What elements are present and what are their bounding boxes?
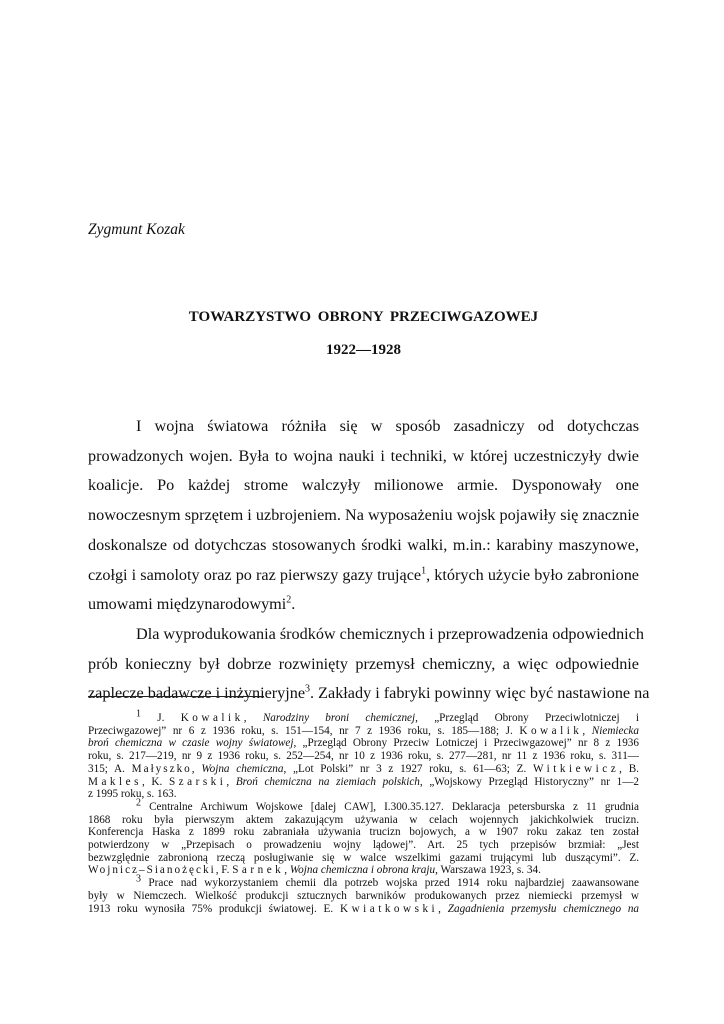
text-run: Przeciwgazowej” nr 6 z 1936 roku, s. 151—154, nr 7 z 1936 roku, s. 185—188; J. (88, 724, 520, 737)
footnote-number: 2 (136, 797, 141, 809)
author-spaced: Sarnek (232, 864, 285, 877)
text-run: 1913 roku wynosiła 75% produkcji światowej. E. (88, 902, 340, 915)
footnote-number: 1 (136, 708, 141, 720)
work-title: Wojna chemiczna (201, 762, 284, 775)
footnote-ref-3[interactable]: 3 (305, 683, 311, 695)
text-run: , F. (215, 864, 233, 877)
work-title: Broń chemiczna na ziemiach polskich (235, 775, 420, 788)
footnote-3-line (88, 903, 639, 916)
author-name: Zygmunt Kozak (88, 221, 185, 238)
text-run: 315; A. (88, 762, 132, 775)
footnote-1-line (88, 725, 639, 738)
footnote-2-line: potwierdzony w „Przepisach o prowadzeniu wojny lądowej”. Art. 25 tych przepisów brzmiał: „Jest (88, 839, 639, 852)
body-line (88, 679, 650, 709)
text-run: , (191, 762, 202, 775)
text-run: , (243, 712, 263, 724)
work-title: Narodziny broni chemicznej (262, 712, 416, 724)
author-spaced: Małyszko (131, 762, 192, 775)
body-line: nowoczesnym sprzętem i uzbrojeniem. Na wyposażeniu wojsk pojawiły się znacznie (88, 506, 639, 525)
footnote-separator (88, 696, 264, 697)
footnote-2-line (88, 797, 639, 814)
title-years: 1922—1928 (326, 342, 401, 358)
text-run: , „Lot Polski” nr 3 z 1927 roku, s. 61—63; Z. (283, 762, 534, 775)
text-run: Centralne Archiwum Wojskowe [dalej CAW], I.300.35.127. Deklaracja petersburska z 11 grudnia (141, 800, 639, 813)
body-line: prób konieczny był dobrze rozwinięty przemysł chemiczny, a więc odpowiednie (88, 654, 639, 673)
text-run: J. (157, 712, 181, 724)
body-line: Dla wyprodukowania środków chemicznych i przeprowadzenia odpowiednich (136, 624, 644, 643)
footnote-1-line (88, 708, 639, 725)
footnote-2-line (88, 864, 639, 877)
footnote-2-line: bezwzględnie zabronioną rzeczą posługiwanie się w walce wszelkimi gazami trującymi lub duszącymi”. Z. (88, 851, 639, 864)
text-run: , (226, 775, 236, 788)
footnote-1-line: roku, s. 217—219, nr 9 z 1936 roku, s. 252—254, nr 10 z 1936 roku, s. 277—281, nr 11 z 1936 roku, s. 311— (88, 750, 639, 763)
article-title (88, 301, 639, 367)
body-line: doskonalsze od dotychczas stosowanych środki walki, m.in.: karabiny maszynowe, (88, 535, 639, 554)
body-line: I wojna światowa różniła się w sposób zasadniczy od dotychczas (136, 417, 639, 435)
author-spaced: Makles (88, 775, 142, 788)
text-run: Prace nad wykorzystaniem chemii dla potrzeb wojska przed 1914 roku najbardziej zaawansowane (141, 877, 639, 890)
footnote-1-line (88, 763, 639, 776)
footnote-3-line (88, 873, 639, 890)
footnote-ref-1[interactable]: 1 (421, 565, 427, 577)
footnote-number: 3 (136, 873, 141, 885)
text-run: zaplecze badawcze i inżynieryjne (88, 684, 306, 703)
author-spaced: Kwiatkowski (339, 902, 439, 915)
footnotes (88, 708, 640, 915)
work-title: Niemiecka (591, 724, 639, 737)
text-run: , „Przegląd Obrony Przeciw Lotniczej i Przeciwgazowej” nr 8 z 1936 (293, 737, 639, 750)
footnote-2-line: 1868 roku była pierwszym aktem zakazującym używania w celach wojennych jakichkolwiek trucizn. (88, 813, 639, 826)
footnote-2-line: Konferencja Haska z 1899 roku zabraniała używania trucizn bojowych, a w 1907 roku zakaz ten został (88, 826, 639, 839)
work-title: broń chemiczna w czasie wojny światowej (88, 737, 294, 750)
footnote-1-line: z 1995 roku, s. 163. (88, 788, 177, 801)
author-spaced: Witkiewicz (533, 762, 620, 775)
text-run: , (582, 724, 592, 737)
footnote-1-line (88, 737, 639, 750)
body-line (88, 561, 639, 591)
text-run: , (284, 864, 290, 877)
body-line (88, 590, 639, 620)
text-run: . (291, 595, 296, 614)
text-run: czołgi i samoloty oraz po raz pierwszy gazy trujące (88, 565, 422, 584)
body-line: koalicje. Po każdej strome walczyły milionowe armie. Dysponowały one (88, 476, 639, 495)
text-run: umowami międzynarodowymi (88, 595, 287, 614)
text-run: . Zakłady i fabryki powinny więc być nastawione na (310, 684, 650, 703)
body-text (88, 412, 650, 709)
body-line: prowadzonych wojen. Była to wojna nauki i techniki, w której uczestniczyły dwie (88, 446, 639, 465)
author-spaced: Wojnicz–Sianożęcki (88, 864, 216, 877)
author-spaced: Kowalik (180, 712, 244, 724)
text-run: , Warszawa 1923, s. 34. (435, 864, 541, 877)
title-line-1: TOWARZYSTWO OBRONY PRZECIWGAZOWEJ (188, 309, 539, 325)
text-run: , których użycie było zabronione (426, 565, 639, 584)
text-run: , „Przegląd Obrony Przeciwlotniczej i (415, 712, 639, 724)
text-run: , „Wojskowy Przegląd Historyczny” nr 1—2 (419, 775, 640, 788)
text-run: , (438, 902, 448, 915)
footnote-1-line (88, 776, 639, 789)
footnote-ref-2[interactable]: 2 (286, 594, 292, 606)
text-run: , B. (619, 762, 639, 775)
author-spaced: Kowalik (519, 724, 583, 737)
footnote-3-line: były w Niemczech. Wielkość produkcji sztucznych barwników produkowanych przez niemiecki przemysł w (88, 889, 639, 902)
author-spaced: Szarski (168, 775, 227, 788)
work-title: Wojna chemiczna i obrona kraju (289, 864, 436, 877)
work-title: Zagadnienia przemysłu chemicznego na (447, 902, 640, 915)
text-run: , K. (141, 775, 169, 788)
